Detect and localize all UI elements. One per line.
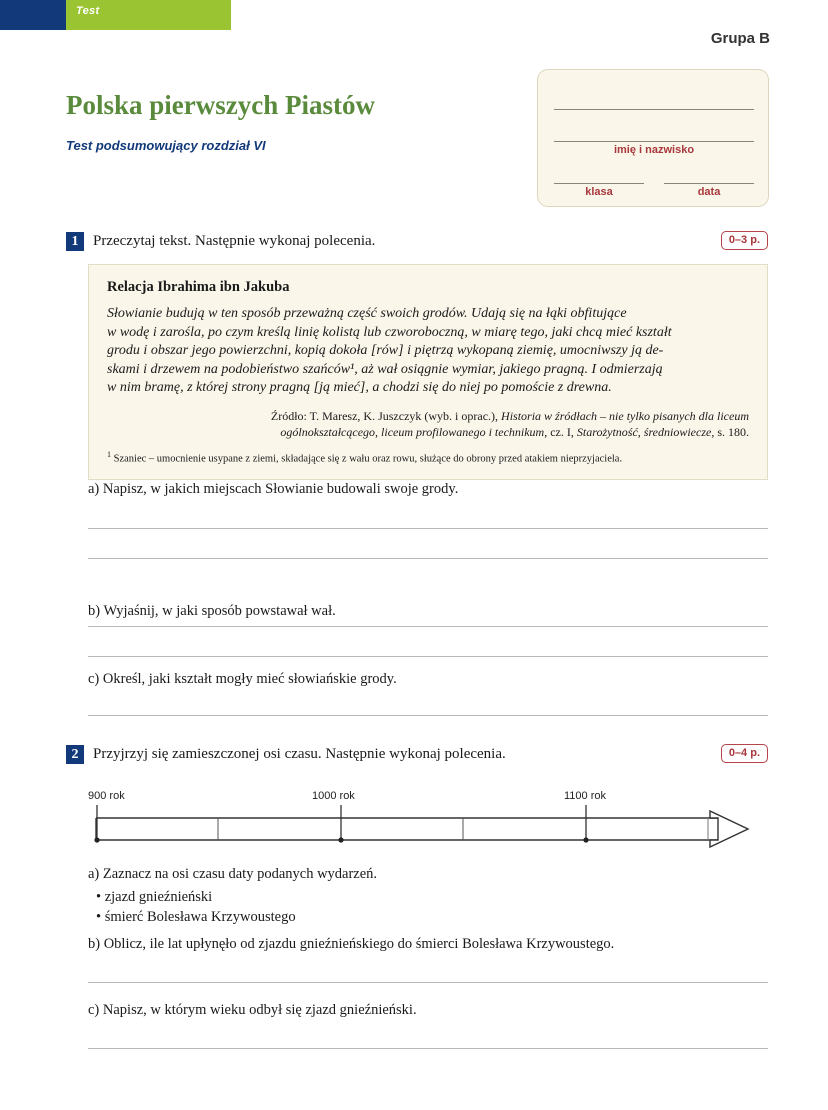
bullet-item-2: • śmierć Bolesława Krzywoustego bbox=[96, 909, 296, 925]
corner-block-blue bbox=[0, 0, 66, 30]
answer-line-1c-1[interactable] bbox=[88, 715, 768, 716]
exercise-2-points-badge: 0–4 p. bbox=[721, 744, 768, 763]
timeline-tick-label-1100: 1100 rok bbox=[564, 790, 606, 802]
question-1c: c) Określ, jaki kształt mogły mieć słowiańskie grody. bbox=[88, 671, 397, 687]
answer-line-1b-1[interactable] bbox=[88, 626, 768, 627]
exercise-1-instruction: Przeczytaj tekst. Następnie wykonaj polecenia. bbox=[93, 233, 376, 249]
source-body-line: w wodę i zarośla, po czym kreślą linię kolistą lub czworoboczną, w miarę tego, jaki chcą mieć kształt bbox=[107, 324, 672, 340]
timeline-tick-label-900: 900 rok bbox=[88, 790, 125, 802]
group-label: Grupa B bbox=[710, 30, 770, 47]
attribution-mid: , cz. I, bbox=[544, 425, 577, 440]
exercise-1-points-badge: 0–3 p. bbox=[721, 231, 768, 250]
source-footnote bbox=[107, 450, 749, 466]
class-field-caption: klasa bbox=[585, 186, 613, 198]
source-attribution bbox=[107, 408, 749, 440]
tab-label: Test bbox=[76, 5, 100, 17]
answer-line-2c-1[interactable] bbox=[88, 1048, 768, 1049]
attribution-volume-title: Starożytność, średniowiecze bbox=[576, 425, 712, 440]
source-body-line: grodu i obszar jego powierzchni, kopią dokoła [rów] i piętrzą wykopaną ziemię, umocniwszy ją de- bbox=[107, 343, 664, 359]
footnote-text: Szaniec – umocnienie usypane z ziemi, składające się z wału oraz rowu, służące do obrony przed atakiem nieprzyjaciela. bbox=[113, 453, 623, 465]
timeline-tick-label-1000: 1000 rok bbox=[312, 790, 355, 802]
name-write-line-1[interactable] bbox=[554, 109, 754, 110]
answer-line-1a-2[interactable] bbox=[88, 558, 768, 559]
source-title: Relacja Ibrahima ibn Jakuba bbox=[107, 279, 290, 295]
student-info-box bbox=[537, 69, 769, 207]
bullet-item-1: • zjazd gnieźnieński bbox=[96, 889, 213, 905]
answer-line-1a-1[interactable] bbox=[88, 528, 768, 529]
timeline-point-900 bbox=[94, 837, 99, 842]
exercise-2-header bbox=[66, 745, 768, 767]
source-body-line: Słowianie budują w ten sposób przeważną część swoich grodów. Udają się na łąki obfitujące bbox=[107, 306, 627, 321]
name-write-line-2[interactable] bbox=[554, 141, 754, 142]
question-2a: a) Zaznacz na osi czasu daty podanych wydarzeń. bbox=[88, 866, 378, 882]
source-body bbox=[107, 305, 749, 398]
date-write-line[interactable] bbox=[664, 183, 754, 184]
exercise-1-number: 1 bbox=[66, 232, 84, 251]
timeline-chart bbox=[88, 790, 760, 852]
timeline-arrowhead bbox=[710, 811, 748, 847]
class-write-line[interactable] bbox=[554, 183, 644, 184]
timeline-point-1100 bbox=[583, 837, 588, 842]
source-text-box bbox=[88, 264, 768, 480]
name-field-caption: imię i nazwisko bbox=[613, 144, 695, 156]
timeline-svg bbox=[88, 790, 760, 852]
exercise-2-number: 2 bbox=[66, 745, 84, 764]
question-2b: b) Oblicz, ile lat upłynęło od zjazdu gnieźnieńskiego do śmierci Bolesława Krzywoustego. bbox=[88, 936, 615, 952]
top-bar bbox=[0, 0, 828, 30]
exercise-1-header bbox=[66, 232, 768, 254]
footnote-marker: 1 bbox=[107, 450, 111, 460]
corner-block-green bbox=[66, 0, 231, 30]
attribution-suffix: , s. 180. bbox=[711, 425, 749, 440]
page-subtitle: Test podsumowujący rozdział VI bbox=[66, 138, 266, 153]
exercise-2-instruction: Przyjrzyj się zamieszczonej osi czasu. Następnie wykonaj polecenia. bbox=[93, 746, 506, 762]
source-body-line: w nim bramę, z której strony pragną [ją mieć], a chodzi się do niej po pomoście z drewna. bbox=[107, 380, 612, 396]
attribution-prefix: Źródło: T. Maresz, K. Juszczyk (wyb. i oprac.), bbox=[270, 409, 502, 424]
question-2c: c) Napisz, w którym wieku odbył się zjazd gnieźnieński. bbox=[88, 1002, 417, 1018]
answer-line-1b-2[interactable] bbox=[88, 656, 768, 657]
date-field-caption: data bbox=[697, 186, 721, 198]
question-1a: a) Napisz, w jakich miejscach Słowianie budowali swoje grody. bbox=[88, 481, 459, 497]
timeline-point-1000 bbox=[338, 837, 343, 842]
question-1b: b) Wyjaśnij, w jaki sposób powstawał wał. bbox=[88, 603, 336, 619]
source-body-line: skami i drzewem na podobieństwo szańców¹, aż wał osiągnie wymiar, jakiego pragną. I odmierzają bbox=[107, 361, 663, 377]
answer-line-2b-1[interactable] bbox=[88, 982, 768, 983]
attribution-work-title: Historia w źródłach – nie tylko pisanych dla liceum ogólnokształcącego, liceum profilowanego i technikum bbox=[280, 409, 749, 440]
page-title: Polska pierwszych Piastów bbox=[66, 90, 375, 120]
